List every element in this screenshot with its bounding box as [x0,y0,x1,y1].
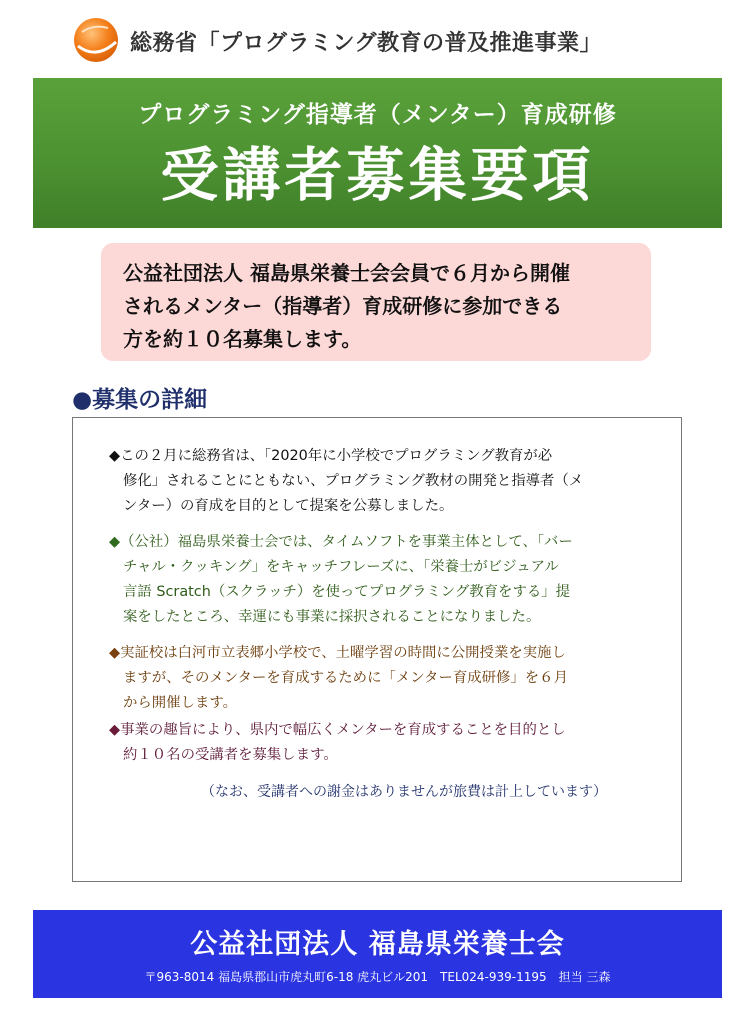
bullet-dot-icon: ● [72,387,93,413]
banner-title: 受講者募集要項 [160,141,595,209]
detail-line: 約１０名の受講者を募集します。 [123,747,338,763]
detail-line: 言語 Scratch（スクラッチ）を使ってプログラミング教育をする」提 [123,584,571,600]
title-banner [33,78,722,228]
detail-item [109,718,663,768]
logo-icon [72,16,120,64]
diamond-bullet-icon: ◆ [109,534,121,550]
intro-line: 公益社団法人 福島県栄養士会会員で６月から開催 [123,261,570,285]
detail-line: から開催します。 [123,695,237,711]
intro-line: されるメンター（指導者）育成研修に参加できる [123,294,563,318]
detail-item [109,444,663,519]
detail-line: 事業の趣旨により、県内で幅広くメンターを育成することを目的とし [120,722,566,738]
note-text: （なお、受講者への謝金はありませんが旅費は計上しています） [201,784,607,800]
footer-org-name: 公益社団法人 福島県栄養士会 [190,929,565,960]
detail-line: （公社）福島県栄養士会では、タイムソフトを事業主体として、「バー [120,534,573,550]
diamond-bullet-icon: ◆ [109,448,121,464]
section-heading [72,381,207,414]
diamond-bullet-icon: ◆ [109,722,121,738]
detail-line: チャル・クッキング」をキャッチフレーズに、「栄養士がビジュアル [123,559,559,575]
diamond-bullet-icon: ◆ [109,645,121,661]
section-heading-text: 募集の詳細 [92,387,208,413]
intro-line: 方を約１０名募集します。 [123,327,362,351]
detail-item [109,641,663,716]
header-title: 総務省「プログラミング教育の普及推進事業」 [130,31,603,56]
detail-line: ンター）の育成を目的として提案を公募しました。 [123,498,454,514]
details-box [72,417,682,882]
detail-line: 案をしたところ、幸運にも事業に採択されることになりました。 [123,609,541,625]
detail-item [109,530,663,630]
intro-box [101,243,651,361]
footer-address: 〒963-8014 福島県郡山市虎丸町6-18 虎丸ビル201 TEL024-939-1195 担当 三森 [144,970,611,984]
detail-line: この２月に総務省は、「2020年に小学校でプログラミング教育が必 [120,448,553,464]
detail-line: 修化」されることにともない、プログラミング教材の開発と指導者（メ [123,473,584,489]
banner-subtitle: プログラミング指導者（メンター）育成研修 [138,102,617,128]
footer-banner [33,910,722,998]
detail-line: 実証校は白河市立表郷小学校で、土曜学習の時間に公開授業を実施し [120,645,566,661]
detail-line: ますが、そのメンターを育成するために「メンター育成研修」を６月 [123,670,568,686]
